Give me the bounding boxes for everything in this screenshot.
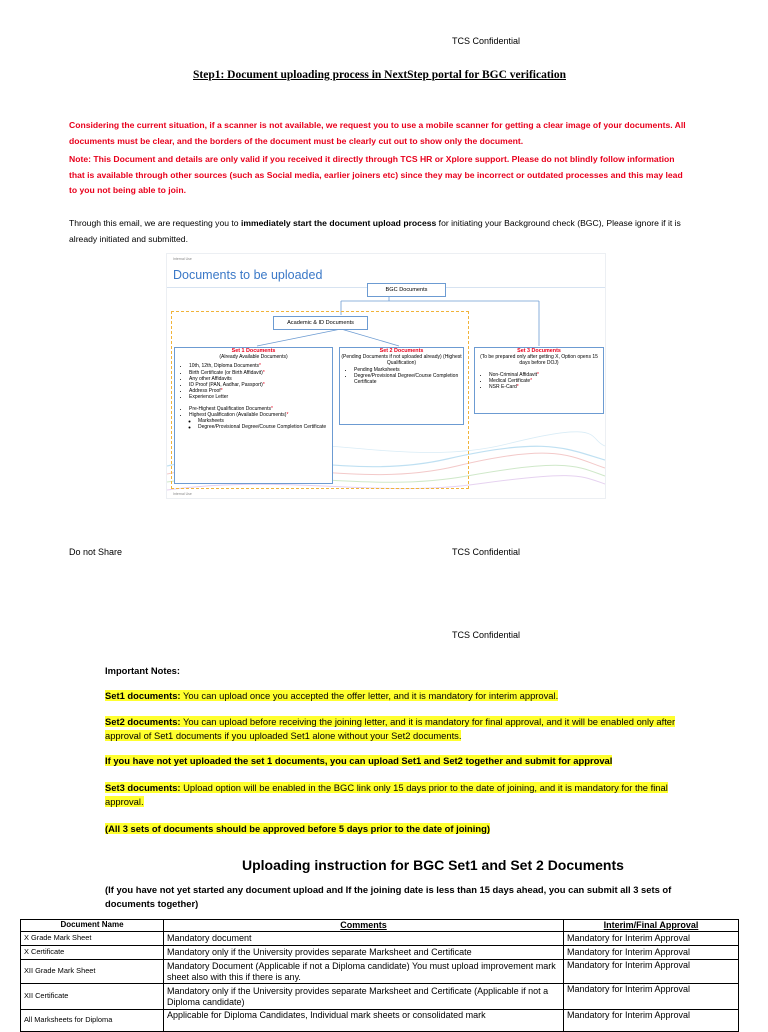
set3-subtitle: (To be prepared only after getting X, Option opens 15 days before DOJ)	[480, 354, 598, 367]
intro-suffix: for initiating your Background check (BGC), Please ignore if it is already initiated and submitted.	[69, 218, 681, 244]
table-row	[21, 960, 739, 984]
set1-sublist	[189, 418, 332, 430]
row-document-name: X Grade Mark Sheet	[21, 932, 164, 946]
set1-note	[105, 689, 705, 703]
authenticity-warning: Note: This Document and details are only valid if you received it directly through TCS HR or Xplore support. Please do not blindly follow information that is available through other sources (such as Social media, earlier joiners etc) since they may be incorrect or outdated processes and this may lead to you not being able to join.	[69, 154, 683, 195]
set2-note-text: You can upload before receiving the joining letter, and it is mandatory for final approval, and it will be enabled only after approval of Set1 documents if you uploaded Set1 alone without your Set2 documents.	[105, 716, 676, 741]
set1-note-text: You can upload once you accepted the offer letter, and it is mandatory for interim approval.	[180, 690, 559, 701]
documents-slide-image	[166, 253, 606, 499]
section-title: Uploading instruction for BGC Set1 and Set 2 Documents	[242, 857, 624, 873]
set2-title: Set 2 Documents	[379, 348, 424, 354]
set3-list	[475, 372, 603, 391]
set1-subitem: ◦ Degree/Provisional Degree/Course Completion Certificate	[198, 424, 332, 430]
row-comment: Mandatory document	[164, 932, 564, 946]
set3-note-label: Set3 documents:	[105, 782, 181, 793]
intro-prefix: Through this email, we are requesting you to	[69, 218, 241, 228]
set1-item: • ID Proof (PAN, Aadhar, Passport)*	[189, 382, 332, 388]
approval-deadline-note: (All 3 sets of documents should be approved before 5 days prior to the date of joining)	[105, 823, 490, 834]
documents-table	[20, 919, 739, 1032]
set3-note-text: Upload option will be enabled in the BGC link only 15 days prior to the date of joining, and it is mandatory for the final approval.	[105, 782, 668, 807]
together-upload-note: If you have not yet uploaded the set 1 documents, you can upload Set1 and Set2 together and submit for approval	[105, 755, 613, 766]
footer-do-not-share: Do not Share	[69, 547, 123, 557]
row-document-name: All Marksheets for Diploma	[21, 1010, 164, 1032]
important-notes-heading: Important Notes:	[105, 665, 180, 676]
set1-note-label: Set1 documents:	[105, 690, 181, 701]
row-document-name: XII Certificate	[21, 984, 164, 1010]
set2-documents-box	[339, 347, 464, 425]
set3-item: • Non-Criminal Affidavit*	[489, 372, 603, 378]
column-header-document-name: Document Name	[21, 920, 164, 932]
header-confidential: TCS Confidential	[452, 36, 521, 46]
row-comment: Applicable for Diploma Candidates, Individual mark sheets or consolidated mark	[164, 1010, 564, 1032]
table-header-row	[21, 920, 739, 932]
set2-subtitle: (Pending Documents if not uploaded already) (Highest Qualification)	[341, 354, 462, 367]
row-document-name: X Certificate	[21, 946, 164, 960]
document-title: Step1: Document uploading process in NextStep portal for BGC verification	[193, 69, 566, 81]
set2-item: • Pending Marksheets	[354, 367, 463, 373]
set3-item: • Medical Certificate*	[489, 378, 603, 384]
footer-confidential: TCS Confidential	[452, 547, 521, 557]
row-approval: Mandatory for Interim Approval	[564, 960, 739, 984]
set1-item: • Any other Affidavits	[189, 376, 332, 382]
column-header-approval: Interim/Final Approval	[564, 920, 739, 932]
set1-list	[175, 363, 332, 400]
set1-subitem: ◦ Marksheets	[198, 418, 332, 424]
row-approval: Mandatory for Interim Approval	[564, 946, 739, 960]
academic-id-documents-box: Academic & ID Documents	[273, 316, 368, 330]
set1-item: • Experience Letter	[189, 394, 332, 400]
row-approval: Mandatory for Interim Approval	[564, 932, 739, 946]
table-row	[21, 984, 739, 1010]
internal-use-label-top: Internal Use	[173, 257, 192, 261]
set3-documents-box	[474, 347, 604, 414]
section-note: (If you have not yet started any document upload and If the joining date is less than 15 days ahead, you can submit all 3 sets of documents together)	[105, 884, 672, 909]
row-approval: Mandatory for Interim Approval	[564, 984, 739, 1010]
page2-header-confidential: TCS Confidential	[452, 630, 521, 640]
set1-title: Set 1 Documents	[231, 348, 276, 354]
table-row	[21, 1010, 739, 1032]
set2-note-label: Set2 documents:	[105, 716, 181, 727]
intro-emphasis: immediately start the document upload process	[240, 218, 437, 228]
column-header-comments: Comments	[164, 920, 564, 932]
set2-list	[340, 367, 463, 386]
set1-item: • Birth Certificate (or Birth Affidavit)*	[189, 370, 332, 376]
row-approval: Mandatory for Interim Approval	[564, 1010, 739, 1032]
set1-item: • Highest Qualification (Available Documents)* ◦ Marksheets ◦ Degree/Provisional Degree/Course Completion Certificate	[189, 412, 332, 431]
table-row	[21, 932, 739, 946]
set3-note	[105, 781, 705, 808]
row-comment: Mandatory only if the University provides separate Marksheet and Certificate (Applicable if not a Diploma candidate)	[164, 984, 564, 1010]
set1-item: • Address Proof*	[189, 388, 332, 394]
set3-item: • NSR E-Card*	[489, 384, 603, 390]
set1-list-qualification	[175, 406, 332, 431]
scanner-warning: Considering the current situation, if a scanner is not available, we request you to use a mobile scanner for getting a clear image of your documents. All documents must be clear, and the borders of the document must be clearly cut out to show only the document.	[69, 120, 686, 146]
intro-paragraph	[69, 216, 703, 247]
set1-item: • Pre-Highest Qualification Documents*	[189, 406, 332, 412]
row-comment: Mandatory Document (Applicable if not a Diploma candidate) You must upload improvement mark sheet also with this if there is any.	[164, 960, 564, 984]
set1-item: • 10th, 12th, Diploma Documents*	[189, 363, 332, 369]
set2-note	[105, 715, 705, 742]
set2-item: • Degree/Provisional Degree/Course Completion Certificate	[354, 373, 463, 385]
row-document-name: XII Grade Mark Sheet	[21, 960, 164, 984]
table-row	[21, 946, 739, 960]
set1-documents-box	[174, 347, 333, 484]
set1-subtitle: (Already Available Documents)	[219, 354, 288, 361]
slide-title: Documents to be uploaded	[173, 268, 323, 282]
bgc-documents-box: BGC Documents	[367, 283, 446, 297]
set3-title: Set 3 Documents	[517, 348, 561, 354]
row-comment: Mandatory only if the University provides separate Marksheet and Certificate	[164, 946, 564, 960]
internal-use-label-bottom: Internal Use	[173, 492, 192, 496]
